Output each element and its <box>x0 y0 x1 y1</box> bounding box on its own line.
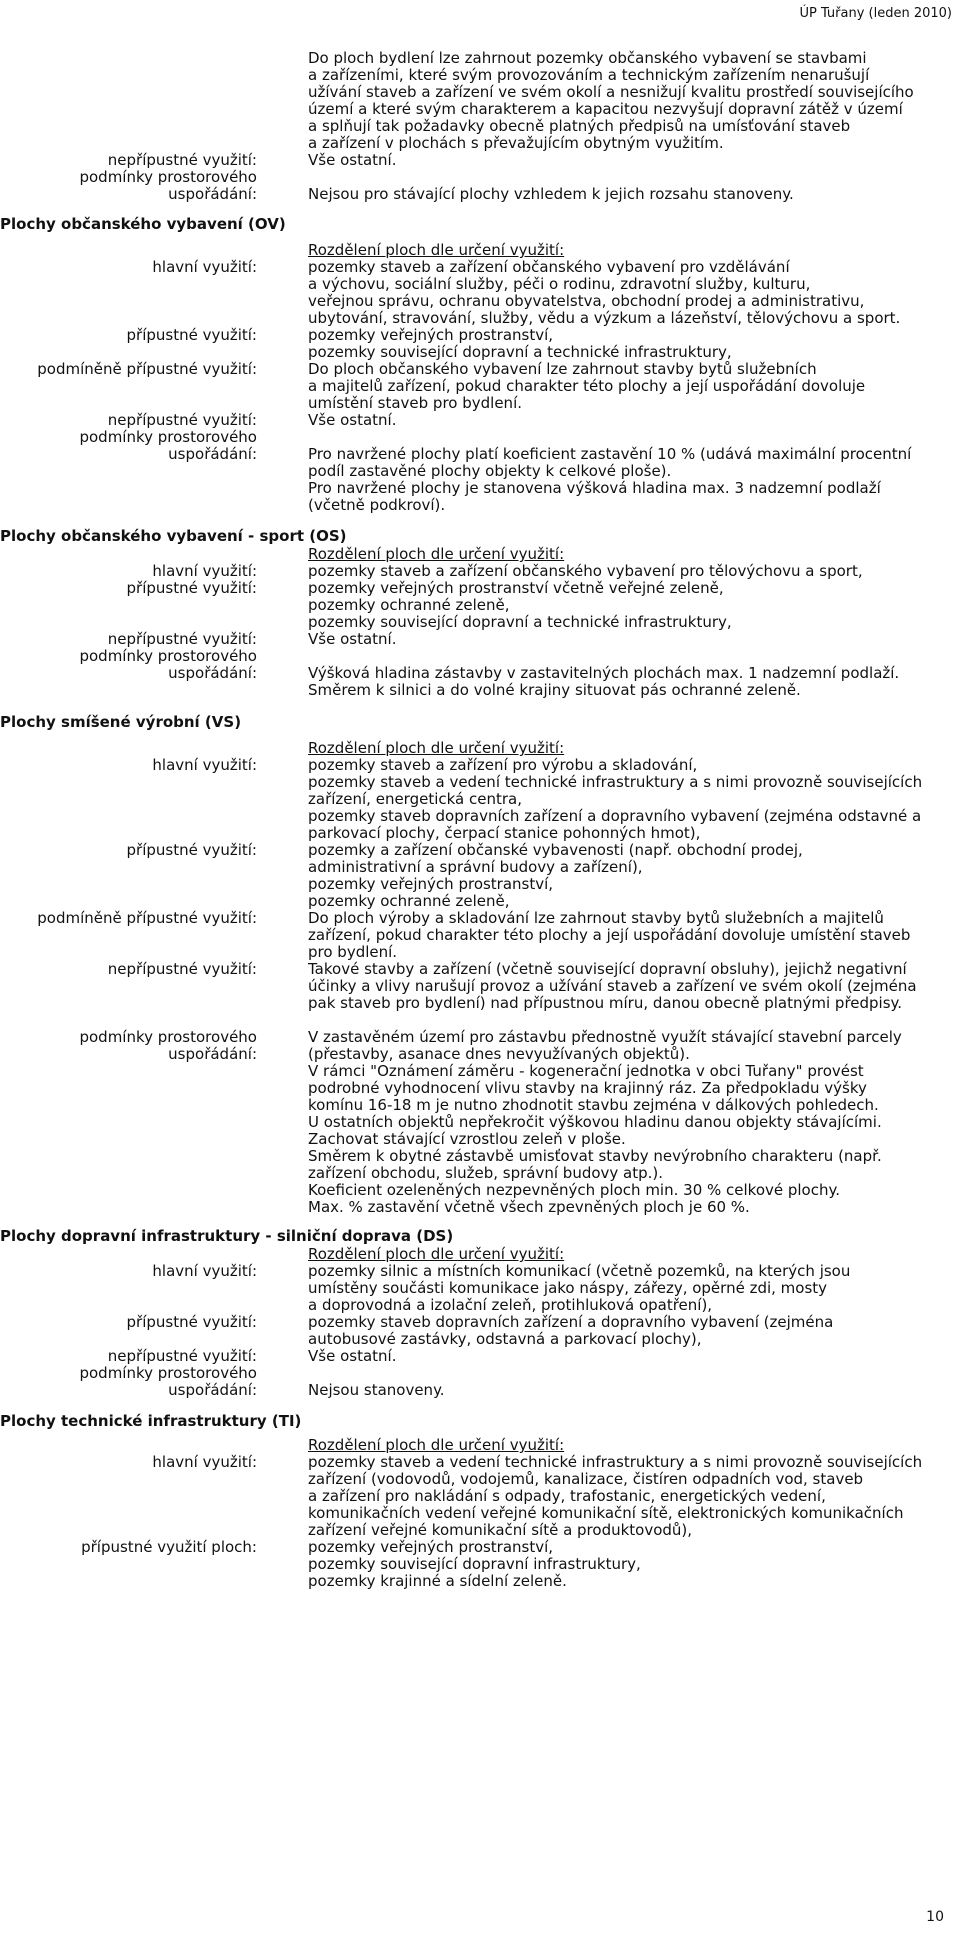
body-line: Do ploch občanského vybavení lze zahrnout stavby bytů služebních <box>308 360 817 378</box>
label-pripustne: přípustné využití: <box>126 841 257 859</box>
body-line: Takové stavby a zařízení (včetně související dopravní obsluhy), jejichž negativní <box>308 960 907 978</box>
body-line: autobusové zastávky, odstavná a parkovací plochy), <box>308 1330 702 1348</box>
body-line: Vše ostatní. <box>308 630 397 648</box>
body-line: V rámci "Oznámení záměru - kogenerační jednotka v obci Tuřany" provést <box>308 1062 864 1080</box>
body-line: Koeficient ozeleněných nezpevněných ploch min. 30 % celkové plochy. <box>308 1181 840 1199</box>
body-line: V zastavěném území pro zástavbu přednostně využít stávající stavební parcely <box>308 1028 902 1046</box>
body-line: pozemky a zařízení občanské vybavenosti (např. obchodní prodej, <box>308 841 803 859</box>
body-line: pozemky veřejných prostranství, <box>308 1538 554 1556</box>
body-line: zařízení (vodovodů, vodojemů, kanalizace, čistíren odpadních vod, staveb <box>308 1470 864 1488</box>
page-number: 10 <box>926 1909 944 1925</box>
body-line: umístění staveb pro bydlení. <box>308 394 522 412</box>
body-line: (přestavby, asanace dnes nevyužívaných objektů). <box>308 1045 690 1063</box>
body-line: Nejsou stanoveny. <box>308 1381 445 1399</box>
label-usporadani: uspořádání: <box>168 1045 257 1063</box>
body-line: Směrem k silnici a do volné krajiny situovat pás ochranné zeleně. <box>308 681 801 699</box>
body-line: pozemky veřejných prostranství, <box>308 326 554 344</box>
label-nepripustne: nepřípustné využití: <box>107 151 257 169</box>
body-line: pozemky staveb dopravních zařízení a dopravního vybavení (zejména odstavné a <box>308 807 922 825</box>
body-line: a zařízeními, které svým provozováním a technickým zařízením nenarušují <box>308 66 870 84</box>
body-line: (včetně podkroví). <box>308 496 446 514</box>
body-line: a zařízení v plochách s převažujícím obytným využitím. <box>308 134 724 152</box>
label-hlavni: hlavní využití: <box>152 1453 257 1471</box>
body-line: zařízení veřejné komunikační sítě a produktovodů), <box>308 1521 693 1539</box>
body-line: Zachovat stávající vzrostlou zeleň v ploše. <box>308 1130 626 1148</box>
subheading: Rozdělení ploch dle určení využití: <box>308 739 565 757</box>
label-pripustne: přípustné využití: <box>126 326 257 344</box>
body-line: a majitelů zařízení, pokud charakter této plochy a její uspořádání dovoluje <box>308 377 866 395</box>
label-podminky: podmínky prostorového <box>79 1028 257 1046</box>
body-line: Vše ostatní. <box>308 411 397 429</box>
body-line: Vše ostatní. <box>308 1347 397 1365</box>
body-line: pozemky související dopravní infrastruktury, <box>308 1555 641 1573</box>
body-line: umístěny součásti komunikace jako náspy, zářezy, opěrné zdi, mosty <box>308 1279 828 1297</box>
section-heading-ds: Plochy dopravní infrastruktury - silniční doprava (DS) <box>0 1227 454 1245</box>
body-line: zařízení, energetická centra, <box>308 790 522 808</box>
body-line: pozemky krajinné a sídelní zeleně. <box>308 1572 567 1590</box>
body-line: pozemky veřejných prostranství včetně veřejné zeleně, <box>308 579 724 597</box>
body-line: pak staveb pro bydlení) nad přípustnou míru, danou obecně platnými předpisy. <box>308 994 903 1012</box>
body-line: a doprovodná a izolační zeleň, protihluková opatření), <box>308 1296 713 1314</box>
body-line: podrobné vyhodnocení vlivu stavby na krajinný ráz. Za předpokladu výšky <box>308 1079 867 1097</box>
body-line: území a které svým charakterem a kapacitou nezvyšují dopravní zátěž v území <box>308 100 903 118</box>
body-line: užívání staveb a zařízení ve svém okolí a nesnižují kvalitu prostředí souvisejícího <box>308 83 914 101</box>
body-line: Do ploch bydlení lze zahrnout pozemky občanského vybavení se stavbami <box>308 49 867 67</box>
body-line: parkovací plochy, čerpací stanice pohonných hmot), <box>308 824 701 842</box>
body-line: a splňují tak požadavky obecně platných předpisů na umísťování staveb <box>308 117 851 135</box>
body-line: Max. % zastavění včetně všech zpevněných ploch je 60 %. <box>308 1198 750 1216</box>
body-line: pozemky související dopravní a technické infrastruktury, <box>308 613 732 631</box>
label-pripustne: přípustné využití: <box>126 1313 257 1331</box>
body-line: a výchovu, sociální služby, péči o rodinu, zdravotní služby, kulturu, <box>308 275 811 293</box>
label-usporadani: uspořádání: <box>168 445 257 463</box>
label-podminky: podmínky prostorového <box>79 428 257 446</box>
label-hlavni: hlavní využití: <box>152 1262 257 1280</box>
subheading: Rozdělení ploch dle určení využití: <box>308 1436 565 1454</box>
body-line: pozemky ochranné zeleně, <box>308 596 510 614</box>
body-line: pozemky staveb a zařízení pro výrobu a skladování, <box>308 756 698 774</box>
section-heading-ti: Plochy technické infrastruktury (TI) <box>0 1412 302 1430</box>
body-line: pozemky staveb dopravních zařízení a dopravního vybavení (zejména <box>308 1313 834 1331</box>
label-podminky: podmínky prostorového <box>79 647 257 665</box>
body-line: pozemky staveb a zařízení občanského vybavení pro tělovýchovu a sport, <box>308 562 863 580</box>
body-line: pozemky staveb a zařízení občanského vybavení pro vzdělávání <box>308 258 790 276</box>
body-line: pozemky silnic a místních komunikací (včetně pozemků, na kterých jsou <box>308 1262 851 1280</box>
body-line: účinky a vlivy narušují provoz a užívání staveb a zařízení ve svém okolí (zejména <box>308 977 917 995</box>
section-heading-os: Plochy občanského vybavení - sport (OS) <box>0 527 347 545</box>
label-podminky: podmínky prostorového <box>79 168 257 186</box>
body-line: Směrem k obytné zástavbě umisťovat stavby nevýrobního charakteru (např. <box>308 1147 882 1165</box>
label-podminky: podmínky prostorového <box>79 1364 257 1382</box>
label-nepripustne: nepřípustné využití: <box>107 630 257 648</box>
section-heading-ov: Plochy občanského vybavení (OV) <box>0 215 286 233</box>
subheading: Rozdělení ploch dle určení využití: <box>308 241 565 259</box>
body-line: komunikačních vedení veřejné komunikační sítě, elektronických komunikačních <box>308 1504 904 1522</box>
label-hlavni: hlavní využití: <box>152 756 257 774</box>
label-hlavni: hlavní využití: <box>152 562 257 580</box>
body-line: U ostatních objektů nepřekročit výškovou hladinu danou objekty stávajícími. <box>308 1113 882 1131</box>
section-heading-vs: Plochy smíšené výrobní (VS) <box>0 713 242 731</box>
document-header: ÚP Tuřany (leden 2010) <box>799 6 952 21</box>
body-line: a zařízení pro nakládání s odpady, trafostanic, energetických vedení, <box>308 1487 826 1505</box>
body-line: administrativní a správní budovy a zařízení), <box>308 858 643 876</box>
body-line: pozemky staveb a vedení technické infrastruktury a s nimi provozně souvisejících <box>308 1453 923 1471</box>
body-line: Vše ostatní. <box>308 151 397 169</box>
label-nepripustne: nepřípustné využití: <box>107 960 257 978</box>
label-nepripustne: nepřípustné využití: <box>107 1347 257 1365</box>
body-line: pozemky související dopravní a technické infrastruktury, <box>308 343 732 361</box>
body-line: pozemky ochranné zeleně, <box>308 892 510 910</box>
body-line: Pro navržené plochy je stanovena výšková hladina max. 3 nadzemní podlaží <box>308 479 881 497</box>
body-line: Pro navržené plochy platí koeficient zastavění 10 % (udává maximální procentní <box>308 445 912 463</box>
body-line: podíl zastavěné plochy objekty k celkové ploše). <box>308 462 672 480</box>
label-usporadani: uspořádání: <box>168 1381 257 1399</box>
label-nepripustne: nepřípustné využití: <box>107 411 257 429</box>
body-line: veřejnou správu, ochranu obyvatelstva, obchodní prodej a administrativu, <box>308 292 865 310</box>
body-line: zařízení, pokud charakter této plochy a její uspořádání dovoluje umístění staveb <box>308 926 911 944</box>
label-usporadani: uspořádání: <box>168 664 257 682</box>
body-line: komínu 16-18 m je nutno zhodnotit stavbu zejména v dálkových pohledech. <box>308 1096 879 1114</box>
label-podminene: podmíněně přípustné využití: <box>37 909 257 927</box>
body-line: ubytování, stravování, služby, vědu a výzkum a lázeňství, tělovýchovu a sport. <box>308 309 901 327</box>
body-line: pozemky staveb a vedení technické infrastruktury a s nimi provozně souvisejících <box>308 773 923 791</box>
body-line: pro bydlení. <box>308 943 398 961</box>
label-pripustne: přípustné využití ploch: <box>81 1538 257 1556</box>
body-line: zařízení obchodu, služeb, správní budovy atp.). <box>308 1164 664 1182</box>
label-usporadani: uspořádání: <box>168 185 257 203</box>
subheading: Rozdělení ploch dle určení využití: <box>308 1245 565 1263</box>
body-line: pozemky veřejných prostranství, <box>308 875 554 893</box>
label-hlavni: hlavní využití: <box>152 258 257 276</box>
label-pripustne: přípustné využití: <box>126 579 257 597</box>
body-line: Výšková hladina zástavby v zastavitelných plochách max. 1 nadzemní podlaží. <box>308 664 900 682</box>
body-line: Nejsou pro stávající plochy vzhledem k jejich rozsahu stanoveny. <box>308 185 794 203</box>
label-podminene: podmíněně přípustné využití: <box>37 360 257 378</box>
subheading: Rozdělení ploch dle určení využití: <box>308 545 565 563</box>
body-line: Do ploch výroby a skladování lze zahrnout stavby bytů služebních a majitelů <box>308 909 884 927</box>
